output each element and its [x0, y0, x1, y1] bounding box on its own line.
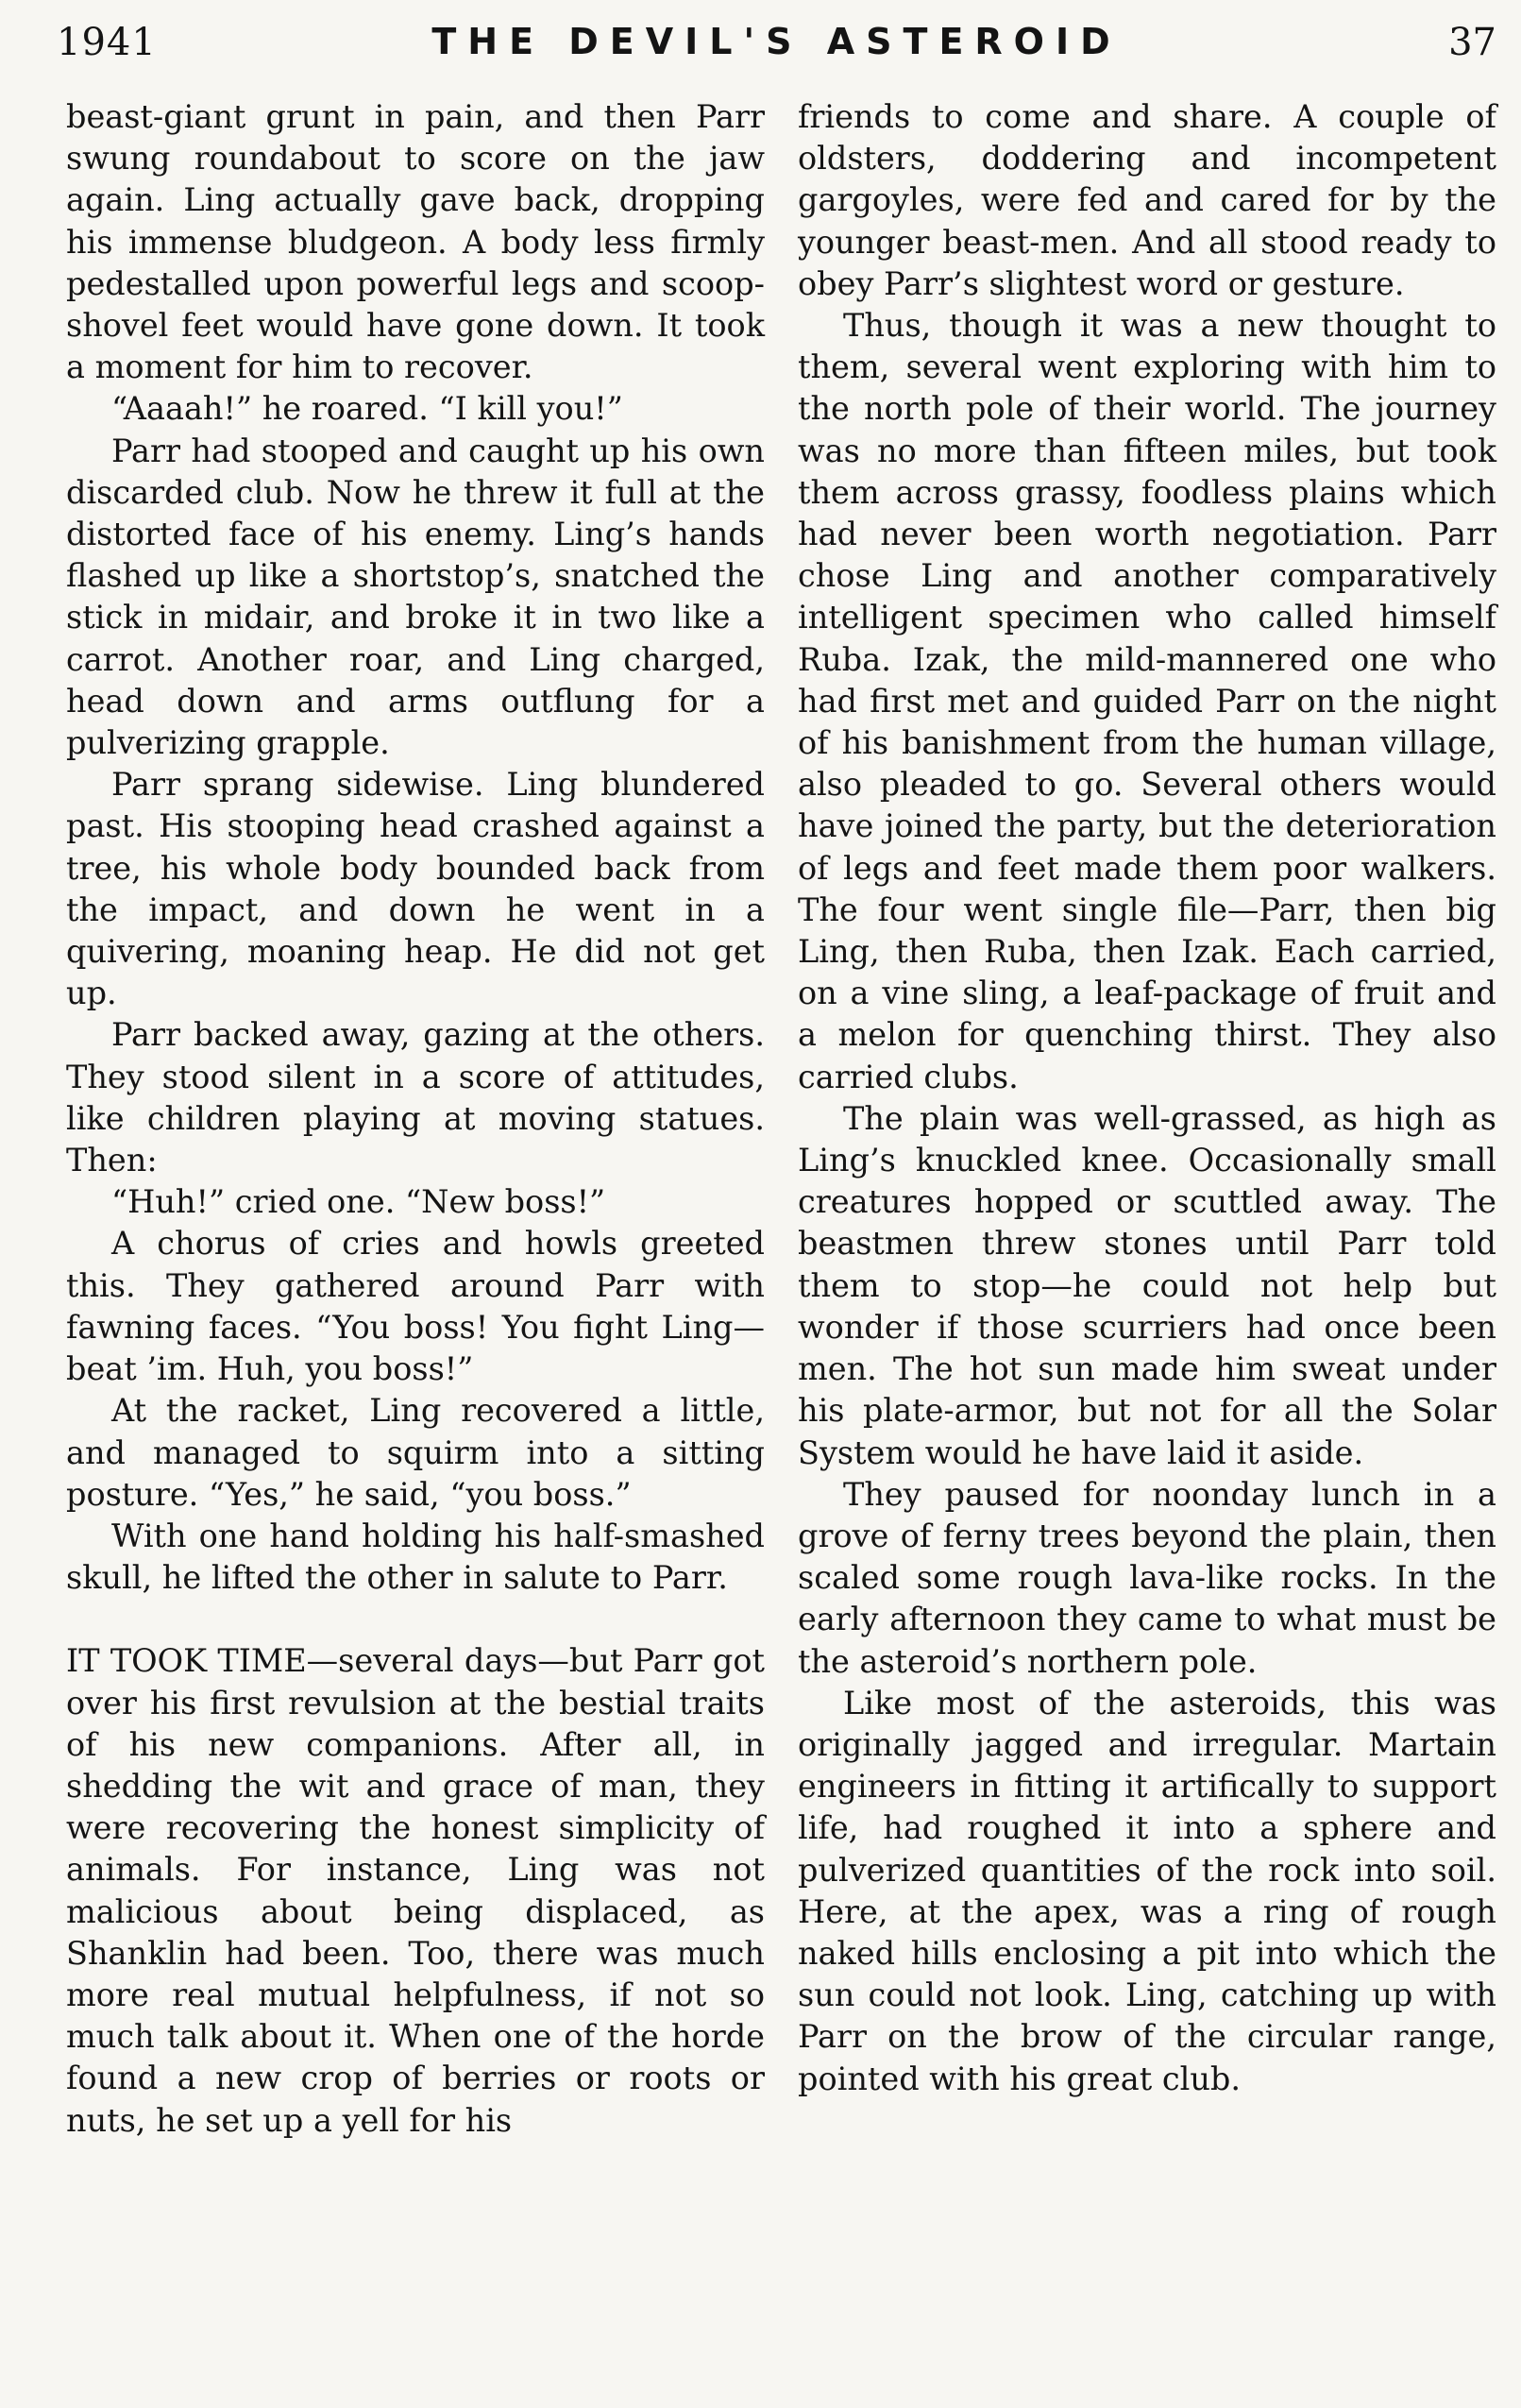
page-number: 37	[1448, 21, 1496, 64]
paragraph: They paused for noonday lunch in a grove of ferny trees beyond the plain, then scaled some rough lava-like rocks. In the early afternoon they came to what must be the asteroid’s northern pole.	[798, 1475, 1496, 1680]
paragraph: The plain was well-grassed, as high as Ling’s knuckled knee. Occasionally small creatures hopped or scuttled away. The beastmen threw stones until Parr told them to stop—he could not help but wonder if those scurriers had once been men. The hot sun made him sweat under his plate-armor, but not for all the Solar System would he have laid it aside.	[798, 1099, 1496, 1471]
paragraph: With one hand holding his half-smashed skull, he lifted the other in salute to Parr.	[66, 1517, 765, 1597]
paragraph: Parr sprang sidewise. Ling blundered past. His stooping head crashed against a tree, his whole body bounded back from the impact, and down he went in a quivering, moaning heap. He did not get up.	[66, 766, 765, 1012]
magazine-page	[38, 0, 1496, 2408]
right-column	[798, 96, 1496, 2142]
text-columns	[66, 96, 1496, 2142]
running-header	[57, 13, 1496, 70]
header-title: THE DEVIL'S ASTEROID	[431, 21, 1122, 62]
section-opening-paragraph: IT TOOK TIME—several days—but Parr got over his first revulsion at the bestial traits of his new companions. After all, in shedding the wit and grace of man, they were recovering the honest simplicity of animals. For instance, Ling was not malicious about being displaced, as Shanklin had been. Too, there was much more real mutual helpfulness, if not so much talk about it. When one of the horde found a new crop of berries or roots or nuts, he set up a yell for his	[66, 1642, 765, 2139]
paragraph: beast-giant grunt in pain, and then Parr swung roundabout to score on the jaw again. Ling actually gave back, dropping his immense bludgeon. A body less firmly pedestalled upon powerful legs and scoop-shovel feet would have gone down. It took a moment for him to recover.	[66, 98, 765, 386]
paragraph: Thus, though it was a new thought to them, several went exploring with him to the north pole of their world. The journey was no more than fifteen miles, but took them across grassy, foodless plains which had never been worth negotiation. Parr chose Ling and another comparatively intelligent specimen who called himself Ruba. Izak, the mild-mannered one who had first met and guided Parr on the night of his banishment from the human village, also pleaded to go. Several others would have joined the party, but the deterioration of legs and feet made them poor walkers. The four went single file—Parr, then big Ling, then Ruba, then Izak. Each carried, on a vine sling, a leaf-package of fruit and a melon for quenching thirst. They also carried clubs.	[798, 307, 1496, 1095]
left-column	[66, 96, 765, 2142]
paragraph: Parr backed away, gazing at the others. They stood silent in a score of attitudes, like children playing at moving statues. Then:	[66, 1016, 765, 1179]
paragraph: “Aaaah!” he roared. “I kill you!”	[111, 390, 623, 428]
paragraph: Parr had stooped and caught up his own discarded club. Now he threw it full at the distorted face of his enemy. Ling’s hands flashed up like a shortstop’s, snatched the stick in midair, and broke it in two like a carrot. Another roar, and Ling charged, head down and arms outflung for a pulverizing grapple.	[66, 432, 765, 762]
paragraph: At the racket, Ling recovered a little, and managed to squirm into a sitting posture. “Yes,” he said, “you boss.”	[66, 1392, 765, 1513]
paragraph: A chorus of cries and howls greeted this. They gathered around Parr with fawning faces. “You boss! You fight Ling—beat ’im. Huh, you boss!”	[66, 1225, 765, 1388]
paragraph: Like most of the asteroids, this was originally jagged and irregular. Martain engineers in fitting it artifically to support life, had roughed it into a sphere and pulverized quantities of the rock into soil. Here, at the apex, was a ring of rough naked hills enclosing a pit into which the sun could not look. Ling, catching up with Parr on the brow of the circular range, pointed with his great club.	[798, 1684, 1496, 2097]
paragraph: “Huh!” cried one. “New boss!”	[111, 1183, 606, 1221]
paragraph: friends to come and share. A couple of oldsters, doddering and incompetent gargoyles, were fed and cared for by the younger beast-men. And all stood ready to obey Parr’s slightest word or gesture.	[798, 98, 1496, 302]
header-year: 1941	[57, 21, 157, 64]
